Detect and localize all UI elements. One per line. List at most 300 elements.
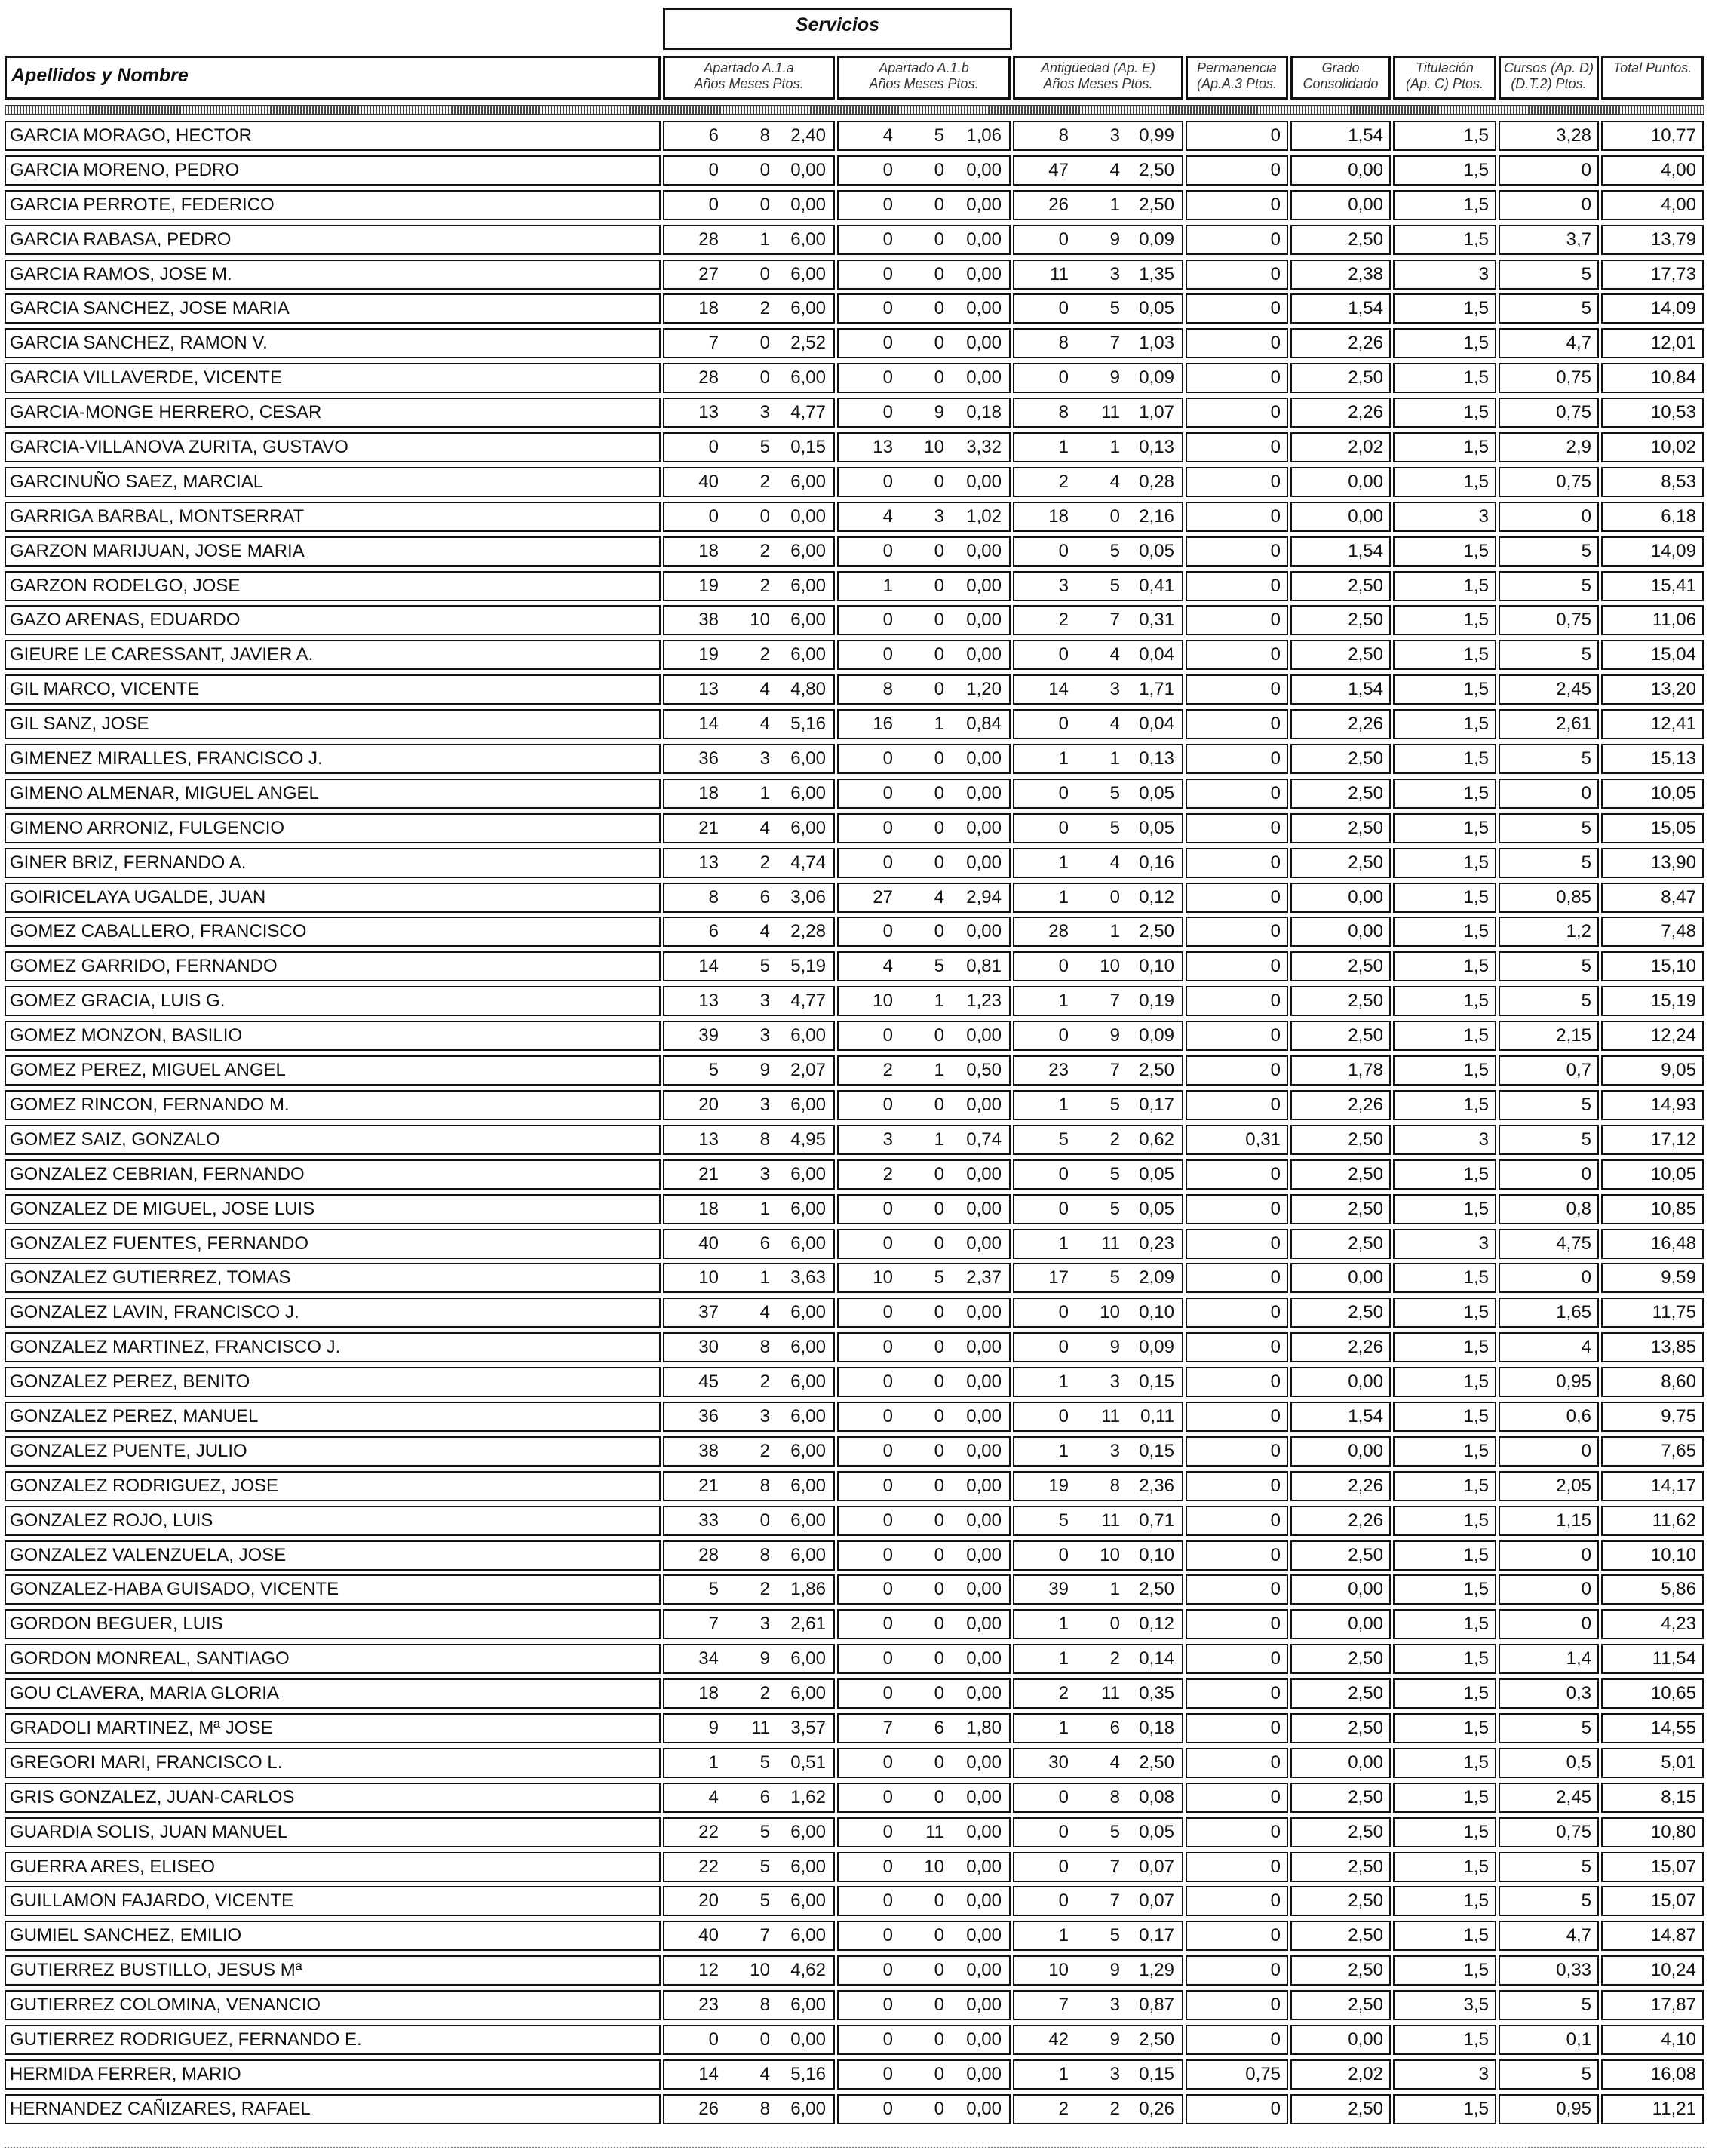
cell-grado: 0,00: [1348, 159, 1383, 180]
cell-cursos: 5: [1581, 1856, 1591, 1877]
cell-box: [663, 1817, 835, 1847]
cell-ant-ptos: 0,15: [1139, 2063, 1174, 2084]
cell-box: [1186, 502, 1288, 532]
table-row: [0, 603, 1709, 638]
cell-a1b-ptos: 1,80: [966, 1717, 1002, 1738]
cell-name: GORDON BEGUER, LUIS: [5, 1609, 661, 1639]
cell-permanencia: 0: [1270, 263, 1281, 284]
cell-box: [1499, 571, 1599, 601]
cell-a1a-anos: 19: [698, 644, 719, 665]
cell-box: [1013, 1921, 1183, 1951]
cell-ant-anos: 26: [1048, 194, 1069, 215]
cell-a1a-ptos: 0,51: [790, 1752, 826, 1773]
cell-ant-meses: 9: [1109, 229, 1120, 250]
cell-a1b-ptos: 0,00: [966, 1960, 1002, 1981]
cell-a1a-anos: 1: [708, 1752, 719, 1773]
cell-box: [1393, 1298, 1496, 1328]
cell-cursos: 4: [1581, 1337, 1591, 1358]
table-row: [0, 638, 1709, 673]
cell-ant-ptos: 0,71: [1139, 1510, 1174, 1531]
cell-box: [837, 432, 1011, 462]
cell-a1b-meses: 0: [934, 1752, 944, 1773]
cell-titulacion: 1,5: [1463, 679, 1489, 700]
header-apellidos-nombre: Apellidos y Nombre: [5, 56, 661, 100]
cell-box: [1186, 1713, 1288, 1743]
cell-box: [1013, 363, 1183, 393]
cell-ant-meses: 1: [1109, 1579, 1120, 1600]
cell-box: [1499, 536, 1599, 567]
cell-total: 16,48: [1650, 1233, 1696, 1254]
cell-box: [837, 1263, 1011, 1293]
cell-permanencia: 0: [1270, 1890, 1281, 1912]
cell-a1b-anos: 0: [882, 1337, 893, 1358]
cell-ant-ptos: 0,04: [1139, 714, 1174, 735]
header-antiguedad-title: Antigüedad (Ap. E): [1040, 60, 1156, 75]
cell-box: [1393, 1748, 1496, 1778]
cell-box: [1013, 1194, 1183, 1224]
cell-cursos: 2,9: [1566, 437, 1591, 458]
cell-a1b-meses: 0: [934, 610, 944, 631]
cell-a1b-anos: 0: [882, 1198, 893, 1219]
cell-a1a-ptos: 3,06: [790, 886, 826, 908]
cell-a1a-meses: 8: [759, 1337, 770, 1358]
cell-box: [1601, 293, 1704, 324]
cell-box: [837, 536, 1011, 567]
cell-a1a-anos: 13: [698, 402, 719, 423]
cell-a1b-ptos: 0,00: [966, 575, 1002, 596]
cell-ant-ptos: 0,04: [1139, 644, 1174, 665]
table-row: [0, 1919, 1709, 1954]
cell-box: [837, 883, 1011, 913]
cell-a1b-meses: 0: [934, 1786, 944, 1807]
cell-a1a-meses: 0: [759, 367, 770, 389]
cell-titulacion: 1,5: [1463, 1163, 1489, 1184]
cell-a1a-anos: 28: [698, 367, 719, 389]
cell-box: [663, 1886, 835, 1916]
cell-a1b-meses: 0: [934, 1890, 944, 1912]
cell-grado: 2,02: [1348, 2063, 1383, 2084]
cell-a1b-ptos: 0,00: [966, 1786, 1002, 1807]
cell-ant-ptos: 0,23: [1139, 1233, 1174, 1254]
table-row: [0, 1746, 1709, 1781]
cell-titulacion: 3: [1478, 1233, 1489, 1254]
cell-a1b-anos: 0: [882, 1821, 893, 1842]
cell-titulacion: 1,5: [1463, 817, 1489, 838]
cell-box: [1393, 1609, 1496, 1639]
cell-permanencia: 0: [1270, 298, 1281, 319]
cell-grado: 2,26: [1348, 1094, 1383, 1115]
cell-ant-anos: 19: [1048, 1475, 1069, 1496]
cell-a1b-meses: 0: [934, 1995, 944, 2016]
cell-a1a-ptos: 6,00: [790, 1890, 826, 1912]
cell-ant-meses: 5: [1109, 540, 1120, 561]
cell-box: [663, 1298, 835, 1328]
header-titulacion: [1393, 56, 1496, 100]
cell-titulacion: 3,5: [1463, 1995, 1489, 2016]
cell-box: [1290, 813, 1391, 843]
cell-box: [1186, 1955, 1288, 1986]
cell-box: [1290, 1713, 1391, 1743]
cell-box: [1499, 1402, 1599, 1432]
cell-a1b-meses: 0: [934, 1371, 944, 1393]
cell-cursos: 4,7: [1566, 333, 1591, 354]
cell-box: [1601, 502, 1704, 532]
cell-a1b-meses: 0: [934, 782, 944, 803]
cell-total: 7,65: [1661, 1440, 1696, 1461]
cell-a1b-ptos: 0,00: [966, 1475, 1002, 1496]
table-row: [0, 846, 1709, 881]
cell-box: [1013, 1125, 1183, 1155]
cell-box: [663, 917, 835, 947]
cell-permanencia: 0: [1270, 782, 1281, 803]
cell-titulacion: 1,5: [1463, 886, 1489, 908]
cell-box: [1393, 502, 1496, 532]
cell-box: [837, 1298, 1011, 1328]
cell-ant-ptos: 0,08: [1139, 1786, 1174, 1807]
cell-box: [1013, 467, 1183, 497]
cell-box: [837, 467, 1011, 497]
cell-box: [1186, 848, 1288, 878]
cell-box: [1186, 744, 1288, 774]
cell-ant-meses: 11: [1101, 1510, 1120, 1531]
cell-a1b-meses: 0: [934, 1579, 944, 1600]
cell-box: [1499, 1921, 1599, 1951]
cell-box: [1393, 2059, 1496, 2090]
cell-box: [1601, 1298, 1704, 1328]
cell-a1b-meses: 5: [934, 956, 944, 977]
cell-box: [1186, 917, 1288, 947]
cell-titulacion: 1,5: [1463, 1717, 1489, 1738]
cell-box: [837, 1713, 1011, 1743]
cell-box: [1601, 709, 1704, 739]
cell-name: GONZALEZ PUENTE, JULIO: [5, 1436, 661, 1467]
cell-a1a-anos: 13: [698, 852, 719, 873]
cell-total: 10,24: [1650, 1960, 1696, 1981]
cell-name: GARCIA MORAGO, HECTOR: [5, 121, 661, 151]
cell-box: [663, 1540, 835, 1571]
cell-box: [1601, 605, 1704, 635]
cell-a1a-meses: 4: [759, 921, 770, 942]
cell-box: [1393, 1852, 1496, 1882]
table-row: [0, 742, 1709, 777]
cell-name: GONZALEZ FUENTES, FERNANDO: [5, 1229, 661, 1259]
cell-permanencia: 0: [1270, 1821, 1281, 1842]
table-row: [0, 292, 1709, 327]
cell-a1a-anos: 18: [698, 540, 719, 561]
cell-box: [1186, 1367, 1288, 1397]
cell-permanencia: 0: [1270, 921, 1281, 942]
cell-name: GUERRA ARES, ELISEO: [5, 1852, 661, 1882]
cell-a1b-ptos: 0,00: [966, 1856, 1002, 1877]
cell-box: [1290, 1921, 1391, 1951]
cell-ant-ptos: 0,09: [1139, 229, 1174, 250]
cell-a1b-ptos: 0,00: [966, 1163, 1002, 1184]
cell-box: [1290, 986, 1391, 1016]
table-row: [0, 1608, 1709, 1642]
cell-grado: 2,50: [1348, 748, 1383, 769]
cell-a1b-meses: 0: [934, 540, 944, 561]
cell-a1b-meses: 0: [934, 1648, 944, 1669]
cell-ant-anos: 0: [1058, 817, 1069, 838]
cell-total: 4,23: [1661, 1614, 1696, 1635]
cell-box: [1186, 1678, 1288, 1709]
cell-a1a-meses: 11: [751, 1717, 770, 1738]
cell-box: [837, 848, 1011, 878]
cell-permanencia: 0: [1270, 1302, 1281, 1323]
cell-a1a-meses: 0: [759, 1510, 770, 1531]
cell-a1b-ptos: 0,00: [966, 540, 1002, 561]
cell-a1a-meses: 2: [759, 1371, 770, 1393]
cell-cursos: 0: [1581, 159, 1591, 180]
header-total-title: Total Puntos.: [1612, 60, 1692, 75]
cell-box: [663, 432, 835, 462]
cell-total: 15,04: [1650, 644, 1696, 665]
cell-grado: 2,50: [1348, 1995, 1383, 2016]
cell-box: [1290, 779, 1391, 809]
cell-box: [1499, 1367, 1599, 1397]
cell-a1a-ptos: 4,62: [790, 1960, 826, 1981]
cell-a1b-anos: 0: [882, 2063, 893, 2084]
header-apartado-a1b: [837, 56, 1011, 100]
cell-a1a-meses: 8: [759, 1995, 770, 2016]
cell-total: 15,13: [1650, 748, 1696, 769]
cell-ant-meses: 3: [1109, 1995, 1120, 2016]
cell-box: [837, 1852, 1011, 1882]
cell-box: [1186, 1194, 1288, 1224]
cell-box: [1013, 2025, 1183, 2055]
cell-cursos: 0,75: [1556, 367, 1591, 389]
cell-box: [1186, 951, 1288, 981]
cell-a1b-anos: 0: [882, 1025, 893, 1046]
cell-a1a-meses: 7: [759, 1925, 770, 1946]
cell-box: [1601, 1817, 1704, 1847]
cell-titulacion: 1,5: [1463, 1614, 1489, 1635]
cell-ant-ptos: 0,62: [1139, 1129, 1174, 1150]
cell-name: GUTIERREZ RODRIGUEZ, FERNANDO E.: [5, 2025, 661, 2055]
table-row: [0, 1642, 1709, 1677]
cell-total: 10,05: [1650, 1163, 1696, 1184]
cell-box: [1601, 1540, 1704, 1571]
cell-box: [1499, 1125, 1599, 1155]
cell-box: [1186, 2025, 1288, 2055]
cell-ant-anos: 28: [1048, 921, 1069, 942]
cell-total: 11,62: [1652, 1510, 1696, 1531]
cell-a1a-meses: 9: [759, 1648, 770, 1669]
cell-box: [837, 709, 1011, 739]
cell-box: [1186, 1055, 1288, 1086]
cell-a1b-ptos: 0,00: [966, 263, 1002, 284]
cell-name: GREGORI MARI, FRANCISCO L.: [5, 1748, 661, 1778]
cell-ant-meses: 4: [1109, 644, 1120, 665]
cell-box: [1013, 1263, 1183, 1293]
cell-grado: 0,00: [1348, 1752, 1383, 1773]
cell-a1b-ptos: 0,00: [966, 1025, 1002, 1046]
cell-box: [1393, 1783, 1496, 1813]
cell-a1b-anos: 0: [882, 1475, 893, 1496]
cell-a1a-meses: 0: [759, 159, 770, 180]
cell-cursos: 5: [1581, 956, 1591, 977]
cell-box: [1290, 1506, 1391, 1536]
cell-total: 12,01: [1650, 333, 1696, 354]
cell-a1b-anos: 27: [873, 886, 893, 908]
cell-ant-anos: 0: [1058, 1337, 1069, 1358]
cell-box: [1013, 709, 1183, 739]
cell-cursos: 5: [1581, 540, 1591, 561]
cell-ant-meses: 3: [1109, 1440, 1120, 1461]
cell-a1a-meses: 4: [759, 1302, 770, 1323]
cell-box: [663, 1852, 835, 1882]
cell-box: [1393, 917, 1496, 947]
cell-box: [1393, 2025, 1496, 2055]
cell-box: [837, 1955, 1011, 1986]
cell-box: [837, 1159, 1011, 1190]
cell-name: GONZALEZ LAVIN, FRANCISCO J.: [5, 1298, 661, 1328]
cell-a1a-meses: 10: [750, 1960, 770, 1981]
cell-box: [1393, 986, 1496, 1016]
cell-box: [1499, 398, 1599, 428]
cell-a1b-meses: 0: [934, 852, 944, 873]
cell-name: GUARDIA SOLIS, JUAN MANUEL: [5, 1817, 661, 1847]
cell-ant-anos: 0: [1058, 782, 1069, 803]
cell-ant-anos: 1: [1058, 1614, 1069, 1635]
cell-a1b-anos: 0: [882, 1648, 893, 1669]
table-row: [0, 396, 1709, 431]
table-row: [0, 1816, 1709, 1850]
cell-box: [663, 502, 835, 532]
cell-a1a-ptos: 5,16: [790, 2063, 826, 2084]
cell-a1a-anos: 27: [698, 263, 719, 284]
cell-cursos: 0,3: [1566, 1683, 1591, 1704]
cell-ant-meses: 5: [1109, 817, 1120, 838]
header-apartado-a1a-title: Apartado A.1.a: [704, 60, 794, 75]
table-row: [0, 1123, 1709, 1158]
table-row: [0, 1365, 1709, 1400]
cell-box: [1290, 1125, 1391, 1155]
cell-a1a-ptos: 2,40: [790, 125, 826, 146]
cell-a1a-ptos: 6,00: [790, 1233, 826, 1254]
cell-box: [1499, 813, 1599, 843]
cell-permanencia: 0: [1270, 1510, 1281, 1531]
cell-box: [1290, 883, 1391, 913]
cell-ant-meses: 4: [1109, 852, 1120, 873]
cell-box: [1601, 1713, 1704, 1743]
cell-permanencia: 0,31: [1245, 1129, 1281, 1150]
table-row: [0, 708, 1709, 742]
cell-box: [1601, 917, 1704, 947]
cell-box: [663, 1990, 835, 2020]
table-row: [0, 1677, 1709, 1712]
cell-a1a-ptos: 6,00: [790, 229, 826, 250]
cell-cursos: 0,75: [1556, 1821, 1591, 1842]
cell-grado: 1,54: [1348, 540, 1383, 561]
cell-box: [663, 1402, 835, 1432]
cell-ant-meses: 7: [1109, 333, 1120, 354]
cell-permanencia: 0: [1270, 1371, 1281, 1393]
cell-ant-anos: 1: [1058, 1440, 1069, 1461]
header-antiguedad-sub: Años Meses Ptos.: [1043, 76, 1153, 91]
cell-box: [837, 328, 1011, 358]
cell-grado: 0,00: [1348, 1267, 1383, 1288]
cell-ant-ptos: 0,11: [1140, 1405, 1174, 1427]
cell-a1a-meses: 3: [759, 1614, 770, 1635]
cell-total: 15,10: [1650, 956, 1696, 977]
cell-a1b-anos: 0: [882, 748, 893, 769]
cell-a1b-meses: 1: [934, 714, 944, 735]
cell-name: GIL MARCO, VICENTE: [5, 674, 661, 705]
cell-grado: 2,50: [1348, 1198, 1383, 1219]
cell-a1a-anos: 20: [698, 1890, 719, 1912]
cell-box: [837, 1332, 1011, 1362]
cell-box: [1601, 1748, 1704, 1778]
cell-box: [837, 1886, 1011, 1916]
header-titulacion-sub: (Ap. C) Ptos.: [1405, 76, 1484, 91]
cell-box: [1186, 260, 1288, 290]
cell-a1b-anos: 0: [882, 402, 893, 423]
cell-box: [1601, 1402, 1704, 1432]
cell-box: [837, 260, 1011, 290]
cell-box: [1013, 1609, 1183, 1639]
cell-box: [1186, 1229, 1288, 1259]
cell-a1b-anos: 7: [882, 1717, 893, 1738]
header-apartado-a1b-sub: Años Meses Ptos.: [869, 76, 979, 91]
cell-cursos: 5: [1581, 817, 1591, 838]
cell-a1a-anos: 8: [708, 886, 719, 908]
cell-grado: 2,50: [1348, 852, 1383, 873]
cell-titulacion: 1,5: [1463, 159, 1489, 180]
cell-titulacion: 3: [1478, 2063, 1489, 2084]
cell-a1a-meses: 3: [759, 402, 770, 423]
cell-box: [1601, 398, 1704, 428]
cell-box: [837, 121, 1011, 151]
cell-box: [837, 1506, 1011, 1536]
cell-box: [837, 1229, 1011, 1259]
cell-box: [1186, 1783, 1288, 1813]
cell-cursos: 0,7: [1566, 1060, 1591, 1081]
cell-box: [663, 398, 835, 428]
cell-cursos: 5: [1581, 1129, 1591, 1150]
cell-box: [1013, 1852, 1183, 1882]
cell-a1b-anos: 0: [882, 1544, 893, 1565]
cell-a1a-meses: 9: [759, 1060, 770, 1081]
cell-titulacion: 1,5: [1463, 1925, 1489, 1946]
cell-ant-ptos: 2,50: [1139, 1060, 1174, 1081]
cell-titulacion: 1,5: [1463, 1267, 1489, 1288]
cell-ant-ptos: 0,41: [1139, 575, 1174, 596]
cell-name: GARCIA PERROTE, FEDERICO: [5, 190, 661, 220]
cell-box: [1013, 398, 1183, 428]
cell-ant-anos: 1: [1058, 1233, 1069, 1254]
cell-box: [663, 467, 835, 497]
cell-ant-meses: 2: [1109, 1129, 1120, 1150]
cell-a1a-anos: 13: [698, 990, 719, 1012]
cell-box: [1186, 363, 1288, 393]
table-row: [0, 881, 1709, 916]
cell-box: [663, 260, 835, 290]
cell-box: [663, 1574, 835, 1605]
cell-name: GONZALEZ-HABA GUISADO, VICENTE: [5, 1574, 661, 1605]
cell-box: [1499, 605, 1599, 635]
cell-name: GARZON MARIJUAN, JOSE MARIA: [5, 536, 661, 567]
cell-grado: 2,50: [1348, 1648, 1383, 1669]
cell-box: [1186, 1159, 1288, 1190]
cell-titulacion: 1,5: [1463, 1094, 1489, 1115]
cell-box: [1393, 779, 1496, 809]
cell-a1b-meses: 0: [934, 471, 944, 492]
cell-ant-ptos: 0,15: [1139, 1371, 1174, 1393]
cell-permanencia: 0: [1270, 1337, 1281, 1358]
cell-box: [1186, 1263, 1288, 1293]
cell-ant-ptos: 0,05: [1139, 782, 1174, 803]
